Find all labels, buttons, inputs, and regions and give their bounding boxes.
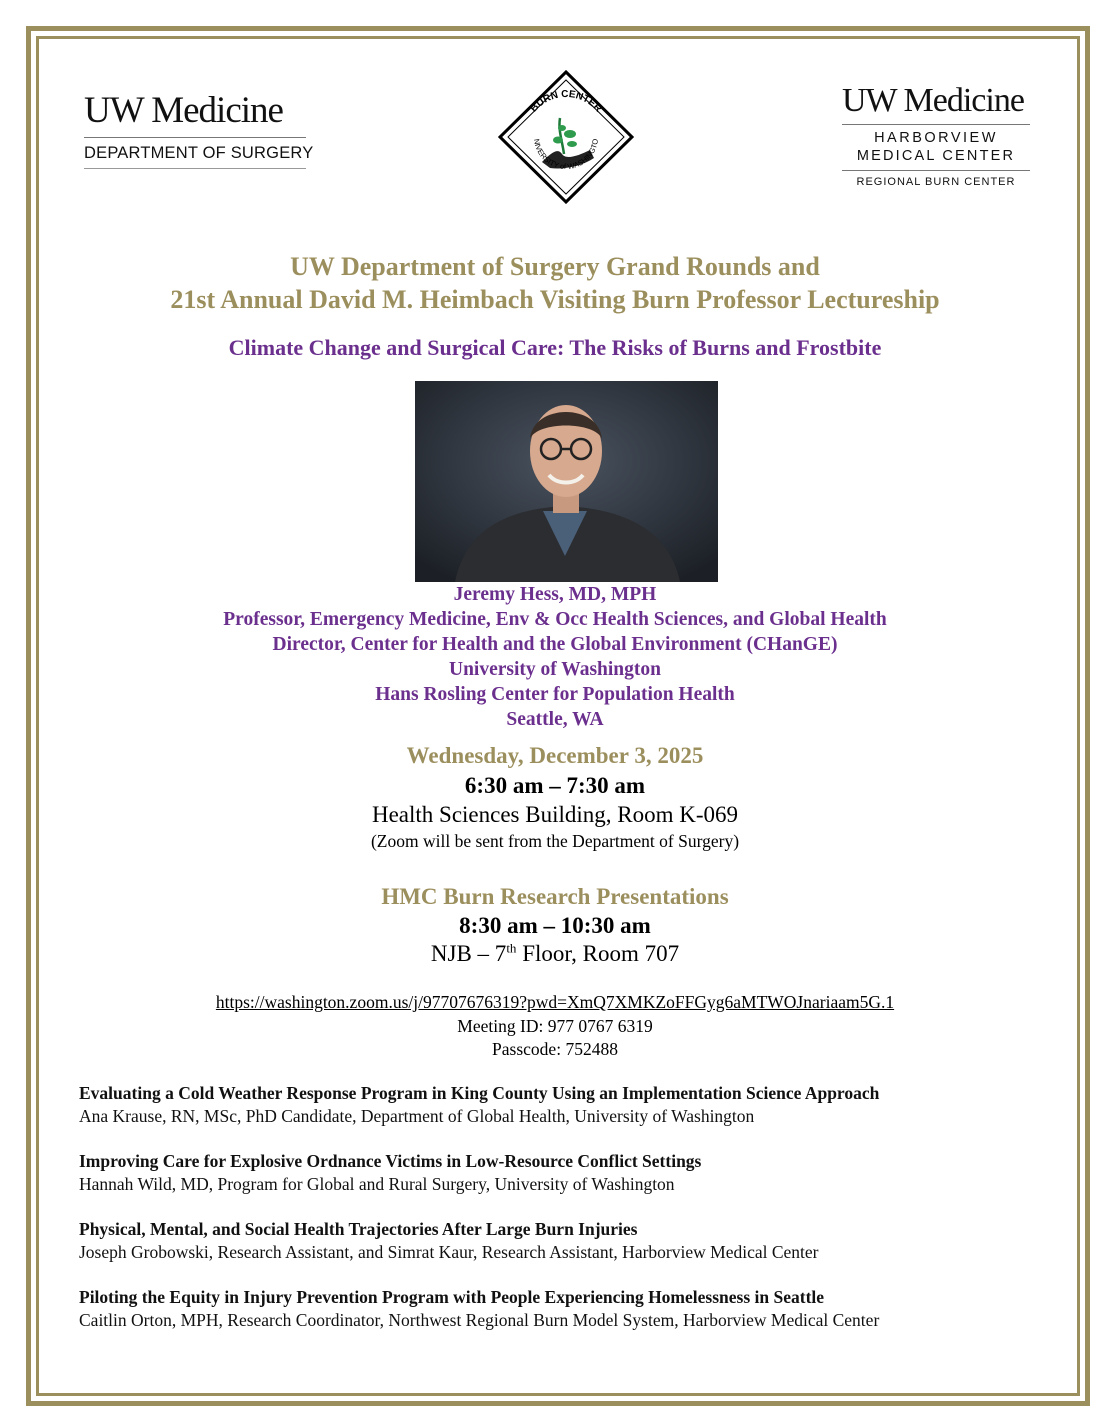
speaker-org: University of Washington [448, 659, 661, 680]
logo-harborview: HARBORVIEW [874, 130, 998, 146]
uw-medicine-surgery-logo [84, 90, 314, 169]
event-location-research: NJB – 7th Floor, Room 707 [430, 940, 680, 966]
logo-brand: UW Medicine [842, 82, 1024, 119]
presentation-authors: Joseph Grobowski, Research Assistant, and Simrat Kaur, Research Assistant, Harborview Medical Center [79, 1242, 819, 1262]
burn-logo-bottom-text: NIVERSITY of WASHINGTO [531, 138, 601, 172]
uw-medicine-harborview-logo [842, 84, 1030, 188]
logo-regional-burn-center: REGIONAL BURN CENTER [856, 176, 1016, 188]
speaker-portrait-image [415, 381, 718, 582]
burn-center-diamond-icon [498, 70, 634, 204]
zoom-link[interactable]: https://washington.zoom.us/j/97707676319?pwd=XmQ7XMKZoFFGyg6aMTWOJnariaam5G.1 [215, 992, 895, 1012]
presentation-title: Improving Care for Explosive Ordnance Victims in Low-Resource Conflict Settings [79, 1151, 702, 1171]
presentation-item [79, 1082, 1059, 1128]
logo-brand: UW Medicine [84, 90, 283, 131]
presentation-list [79, 1082, 1059, 1354]
presentation-authors: Ana Krause, RN, MSc, PhD Candidate, Department of Global Health, University of Washington [79, 1106, 755, 1126]
presentation-title: Physical, Mental, and Social Health Trajectories After Large Burn Injuries [79, 1219, 638, 1239]
speaker-city: Seattle, WA [506, 709, 604, 730]
event-location-grand-rounds: Health Sciences Building, Room K-069 [371, 802, 739, 827]
burn-center-logo [498, 70, 634, 204]
event-title: UW Department of Surgery Grand Rounds and 21st Annual David M. Heimbach Visiting Burn Professor Lectureship [170, 252, 940, 314]
speaker-photo [415, 381, 718, 582]
presentation-item [79, 1150, 1059, 1196]
speaker-role-professor: Professor, Emergency Medicine, Env & Occ Health Sciences, and Global Health [223, 609, 887, 630]
event-time-grand-rounds: 6:30 am – 7:30 am [464, 773, 646, 798]
presentation-item [79, 1286, 1059, 1332]
talk-title: Climate Change and Surgical Care: The Risks of Burns and Frostbite [228, 335, 882, 360]
presentation-authors: Hannah Wild, MD, Program for Global and Rural Surgery, University of Washington [79, 1174, 675, 1194]
speaker-building: Hans Rosling Center for Population Health [375, 684, 735, 705]
logo-medical-center: MEDICAL CENTER [856, 148, 1016, 164]
logo-department: DEPARTMENT OF SURGERY [84, 144, 314, 162]
presentation-title: Evaluating a Cold Weather Response Program in King County Using an Implementation Science Approach [79, 1083, 880, 1103]
burn-logo-top-text: BURN CENTER [528, 88, 604, 115]
speaker-name: Jeremy Hess, MD, MPH [453, 584, 657, 605]
passcode: Passcode: 752488 [492, 1039, 618, 1059]
event-date: Wednesday, December 3, 2025 [406, 743, 704, 768]
event-time-research: 8:30 am – 10:30 am [459, 913, 651, 938]
speaker-info [40, 582, 1070, 732]
presentation-item [79, 1218, 1059, 1264]
speaker-role-director: Director, Center for Health and the Global Environment (CHanGE) [272, 634, 838, 655]
meeting-id: Meeting ID: 977 0767 6319 [457, 1016, 653, 1036]
zoom-note: (Zoom will be sent from the Department of Surgery) [370, 831, 740, 851]
presentation-title: Piloting the Equity in Injury Prevention Program with People Experiencing Homelessness in Seattle [79, 1287, 825, 1307]
presentation-authors: Caitlin Orton, MPH, Research Coordinator, Northwest Regional Burn Model System, Harborview Medical Center [79, 1310, 880, 1330]
research-section-title: HMC Burn Research Presentations [381, 884, 729, 909]
